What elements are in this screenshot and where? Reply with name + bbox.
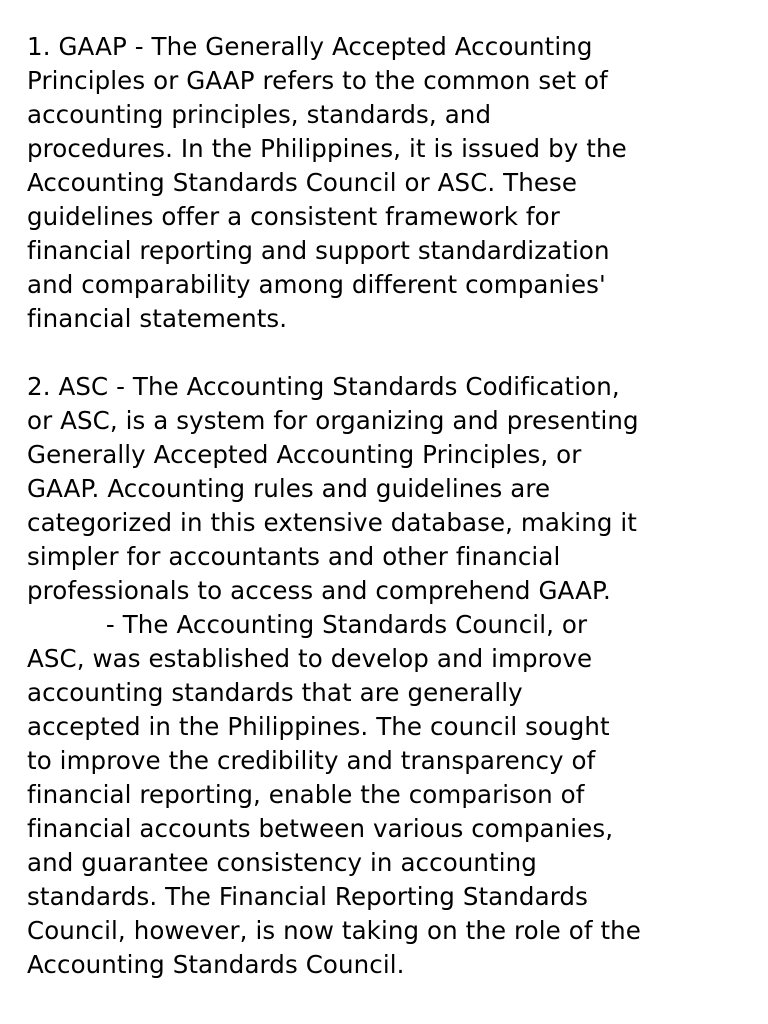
paragraph-asc [27,370,747,982]
text-line: financial accounts between various companies, [27,814,614,843]
text-line: standards. The Financial Reporting Standards [27,882,588,911]
document-body [27,30,747,982]
text-line: GAAP. Accounting rules and guidelines are [27,474,551,503]
paragraph-gaap [27,30,747,336]
text-line: and guarantee consistency in accounting [27,848,537,877]
text-line: Accounting Standards Council. [27,950,405,979]
text-line: Accounting Standards Council or ASC. These [27,168,578,197]
text-line: guidelines offer a consistent framework for [27,202,560,231]
text-line: to improve the credibility and transparency of [27,746,596,775]
text-line: Generally Accepted Accounting Principles, or [27,440,582,469]
text-line: 1. GAAP - The Generally Accepted Accounting [27,32,593,61]
text-line: simpler for accountants and other financial [27,542,561,571]
text-line: accounting standards that are generally [27,678,523,707]
text-line: and comparability among different companies' [27,270,606,299]
text-line: categorized in this extensive database, making it [27,508,637,537]
text-line: financial reporting and support standardization [27,236,610,265]
text-line: ASC, was established to develop and improve [27,644,593,673]
text-line: accepted in the Philippines. The council sought [27,712,610,741]
text-line: Principles or GAAP refers to the common set of [27,66,608,95]
text-line: - The Accounting Standards Council, or [27,610,588,639]
text-line: financial statements. [27,304,288,333]
text-line: procedures. In the Philippines, it is issued by the [27,134,627,163]
text-line: 2. ASC - The Accounting Standards Codification, [27,372,620,401]
text-line: professionals to access and comprehend GAAP. [27,576,611,605]
paragraph-spacer [27,336,747,370]
text-line: or ASC, is a system for organizing and presenting [27,406,639,435]
text-line: accounting principles, standards, and [27,100,492,129]
text-line: Council, however, is now taking on the role of the [27,916,641,945]
text-line: financial reporting, enable the comparison of [27,780,585,809]
